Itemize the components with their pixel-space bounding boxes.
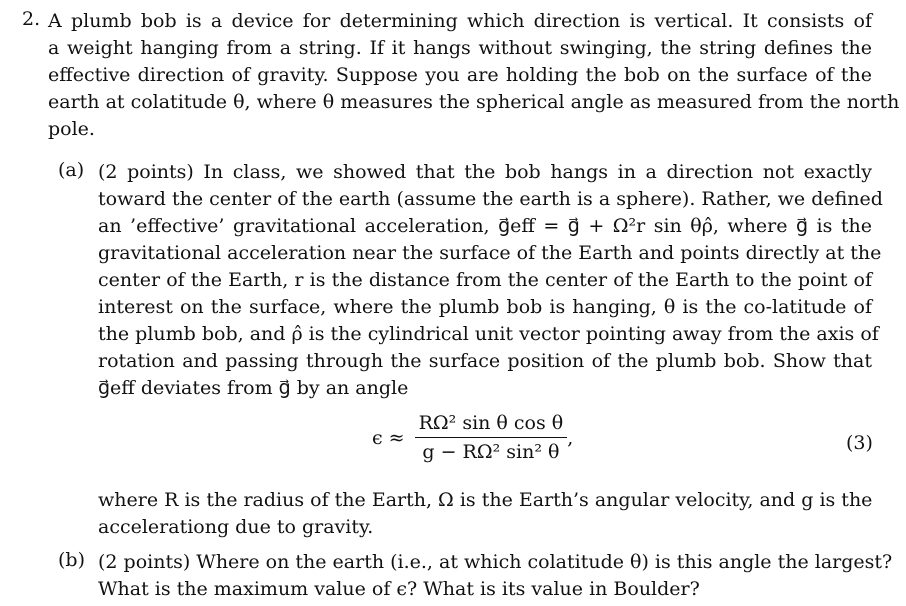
part-b-text: [98, 549, 893, 603]
part-a-line: gravitational acceleration near the surface of the Earth and points directly at the: [98, 242, 882, 264]
part-a-after-text: [98, 487, 872, 541]
problem-intro: [48, 8, 900, 143]
part-a-label: (a): [58, 159, 85, 181]
equation-3: [372, 412, 573, 463]
part-a-after-line: where R is the radius of the Earth, Ω is the Earth’s angular velocity, and g is the: [98, 489, 873, 511]
part-a-line: center of the Earth, r is the distance from the center of the Earth to the point of: [98, 269, 872, 291]
intro-line: a weight hanging from a string. If it hangs without swinging, the string defines the: [48, 37, 872, 59]
equation-trailing-comma: ,: [567, 426, 574, 449]
part-b-label: (b): [58, 549, 85, 571]
part-a-after-line: accelerationg due to gravity.: [98, 516, 374, 538]
equation-denominator: g − RΩ² sin² θ: [422, 441, 560, 463]
part-a-line: the plumb bob, and ρ̂ is the cylindrical unit vector pointing away from the axis of: [98, 323, 879, 345]
intro-line: pole.: [48, 118, 95, 140]
part-a-text: [98, 159, 883, 402]
part-a-line: g⃗eff deviates from g⃗ by an angle: [98, 377, 409, 399]
part-a-line: rotation and passing through the surface position of the plumb bob. Show that: [98, 350, 872, 372]
intro-line: earth at colatitude θ, where θ measures the spherical angle as measured from the north: [48, 91, 900, 113]
part-a-line: an ’effective’ gravitational acceleration, g⃗eff = g⃗ + Ω²r sin θρ̂, where g⃗ is the: [98, 215, 872, 237]
equation-number: (3): [846, 432, 873, 454]
equation-lhs: ϵ ≈: [372, 426, 405, 449]
intro-line: A plumb bob is a device for determining which direction is vertical. It consists of: [48, 10, 872, 32]
problem-number: 2.: [22, 8, 41, 30]
equation-fraction: [415, 412, 568, 463]
part-a-line: interest on the surface, where the plumb bob is hanging, θ is the co-latitude of: [98, 296, 872, 318]
part-b-line: What is the maximum value of ϵ? What is its value in Boulder?: [98, 578, 700, 600]
part-a-line: toward the center of the earth (assume the earth is a sphere). Rather, we defined: [98, 188, 883, 210]
intro-line: effective direction of gravity. Suppose you are holding the bob on the surface of the: [48, 64, 872, 86]
part-b-line: (2 points) Where on the earth (i.e., at which colatitude θ) is this angle the largest?: [98, 551, 893, 573]
part-a-line: (2 points) In class, we showed that the bob hangs in a direction not exactly: [98, 161, 872, 183]
equation-numerator: RΩ² sin θ cos θ: [415, 412, 568, 438]
